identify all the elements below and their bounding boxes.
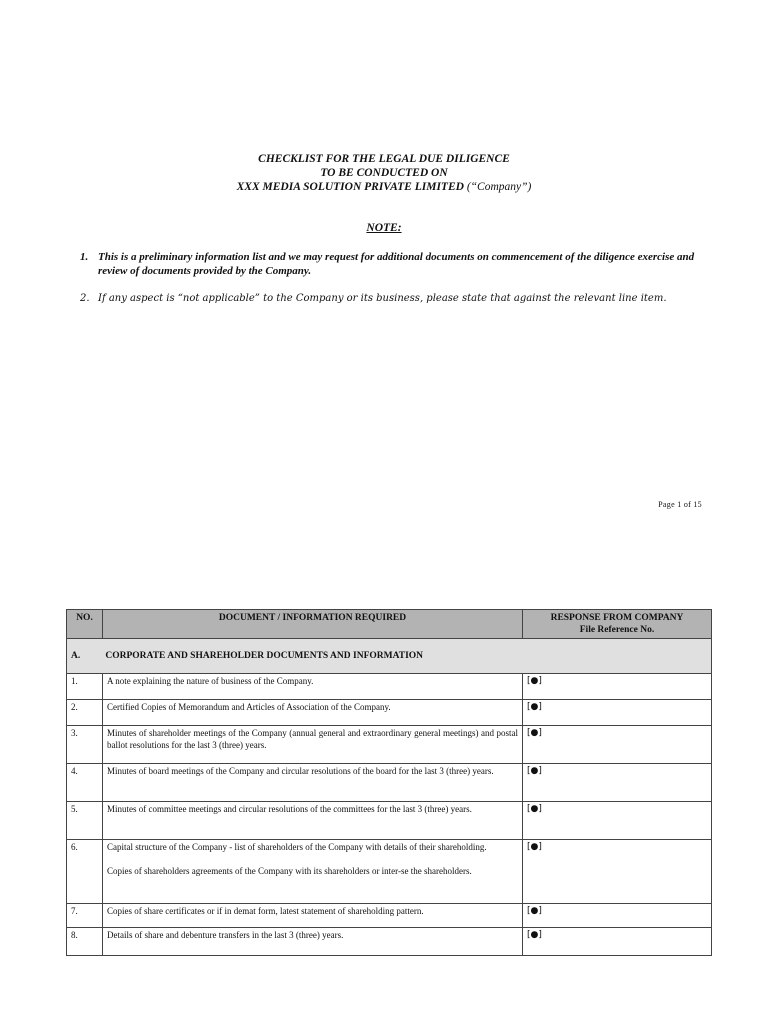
row-document-text: Minutes of board meetings of the Company and circular resolutions of the board for the last 3 (three) years. [107, 766, 494, 776]
row-response[interactable]: [●] [523, 700, 712, 726]
row-document-text: Minutes of shareholder meetings of the Company (annual general and extraordinary general meetings) and postal ballot resolutions for the last 3 (three) years. [107, 728, 518, 750]
row-document [103, 764, 523, 802]
table-row [67, 904, 712, 928]
row-response[interactable]: [●] [523, 840, 712, 904]
row-document [103, 674, 523, 700]
header-response-title: RESPONSE FROM COMPANY [550, 613, 684, 623]
row-number: 2. [67, 700, 103, 726]
header-document: DOCUMENT / INFORMATION REQUIRED [103, 610, 523, 639]
header-response [523, 610, 712, 639]
row-document-text: A note explaining the nature of business of the Company. [107, 676, 314, 686]
section-row [67, 639, 712, 674]
header-response-subtitle: File Reference No. [579, 625, 655, 635]
row-number: 6. [67, 840, 103, 904]
note-item [80, 292, 720, 306]
title-line-1: CHECKLIST FOR THE LEGAL DUE DILIGENCE [258, 153, 510, 165]
company-name: XXX MEDIA SOLUTION PRIVATE LIMITED [236, 181, 464, 193]
table-header-row [67, 610, 712, 639]
row-document-text: Certified Copies of Memorandum and Articles of Association of the Company. [107, 702, 391, 712]
checklist-table [66, 609, 712, 956]
section-letter: A. [71, 651, 81, 661]
row-document-text: Copies of share certificates or if in demat form, latest statement of shareholding pattern. [107, 906, 424, 916]
table-row [67, 840, 712, 904]
row-number: 7. [67, 904, 103, 928]
note-item [80, 250, 720, 278]
row-response[interactable]: [●] [523, 726, 712, 764]
row-document [103, 840, 523, 904]
row-response[interactable]: [●] [523, 904, 712, 928]
section-heading [67, 639, 712, 674]
row-document [103, 802, 523, 840]
note-item-number: 2. [80, 293, 90, 304]
note-heading: NOTE: [366, 222, 402, 234]
row-number: 8. [67, 928, 103, 956]
table-row [67, 764, 712, 802]
section-title: CORPORATE AND SHAREHOLDER DOCUMENTS AND INFORMATION [105, 651, 424, 661]
row-document-text: Minutes of committee meetings and circular resolutions of the committees for the last 3 (three) years. [107, 804, 472, 814]
row-document [103, 700, 523, 726]
row-response[interactable]: [●] [523, 928, 712, 956]
title-line-3 [0, 180, 768, 194]
row-document [103, 904, 523, 928]
title-line-2: TO BE CONDUCTED ON [320, 167, 448, 179]
header-no: NO. [67, 610, 103, 639]
note-item-text: This is a preliminary information list and we may request for additional documents on commencement of the diligence exercise and review of documents provided by the Company. [98, 251, 695, 277]
row-response[interactable]: [●] [523, 802, 712, 840]
row-document-text: Capital structure of the Company - list of shareholders of the Company with details of their shareholding. [107, 842, 487, 852]
note-item-text: If any aspect is “not applicable” to the Company or its business, please state that against the relevant line item. [98, 293, 667, 304]
table-row [67, 674, 712, 700]
row-response[interactable]: [●] [523, 674, 712, 700]
row-response[interactable]: [●] [523, 764, 712, 802]
row-document [103, 726, 523, 764]
note-item-number: 1. [80, 251, 89, 263]
row-number: 3. [67, 726, 103, 764]
table-row [67, 928, 712, 956]
row-number: 4. [67, 764, 103, 802]
row-document-text: Details of share and debenture transfers in the last 3 (three) years. [107, 930, 344, 940]
table-row [67, 700, 712, 726]
table-row [67, 726, 712, 764]
row-number: 1. [67, 674, 103, 700]
company-defined-term: (“Company”) [466, 181, 532, 193]
page-number: Page 1 of 15 [658, 500, 702, 509]
row-document-text: Copies of shareholders agreements of the Company with its shareholders or inter-se the shareholders. [107, 865, 472, 876]
row-number: 5. [67, 802, 103, 840]
row-document [103, 928, 523, 956]
document-title [0, 152, 768, 194]
table-row [67, 802, 712, 840]
